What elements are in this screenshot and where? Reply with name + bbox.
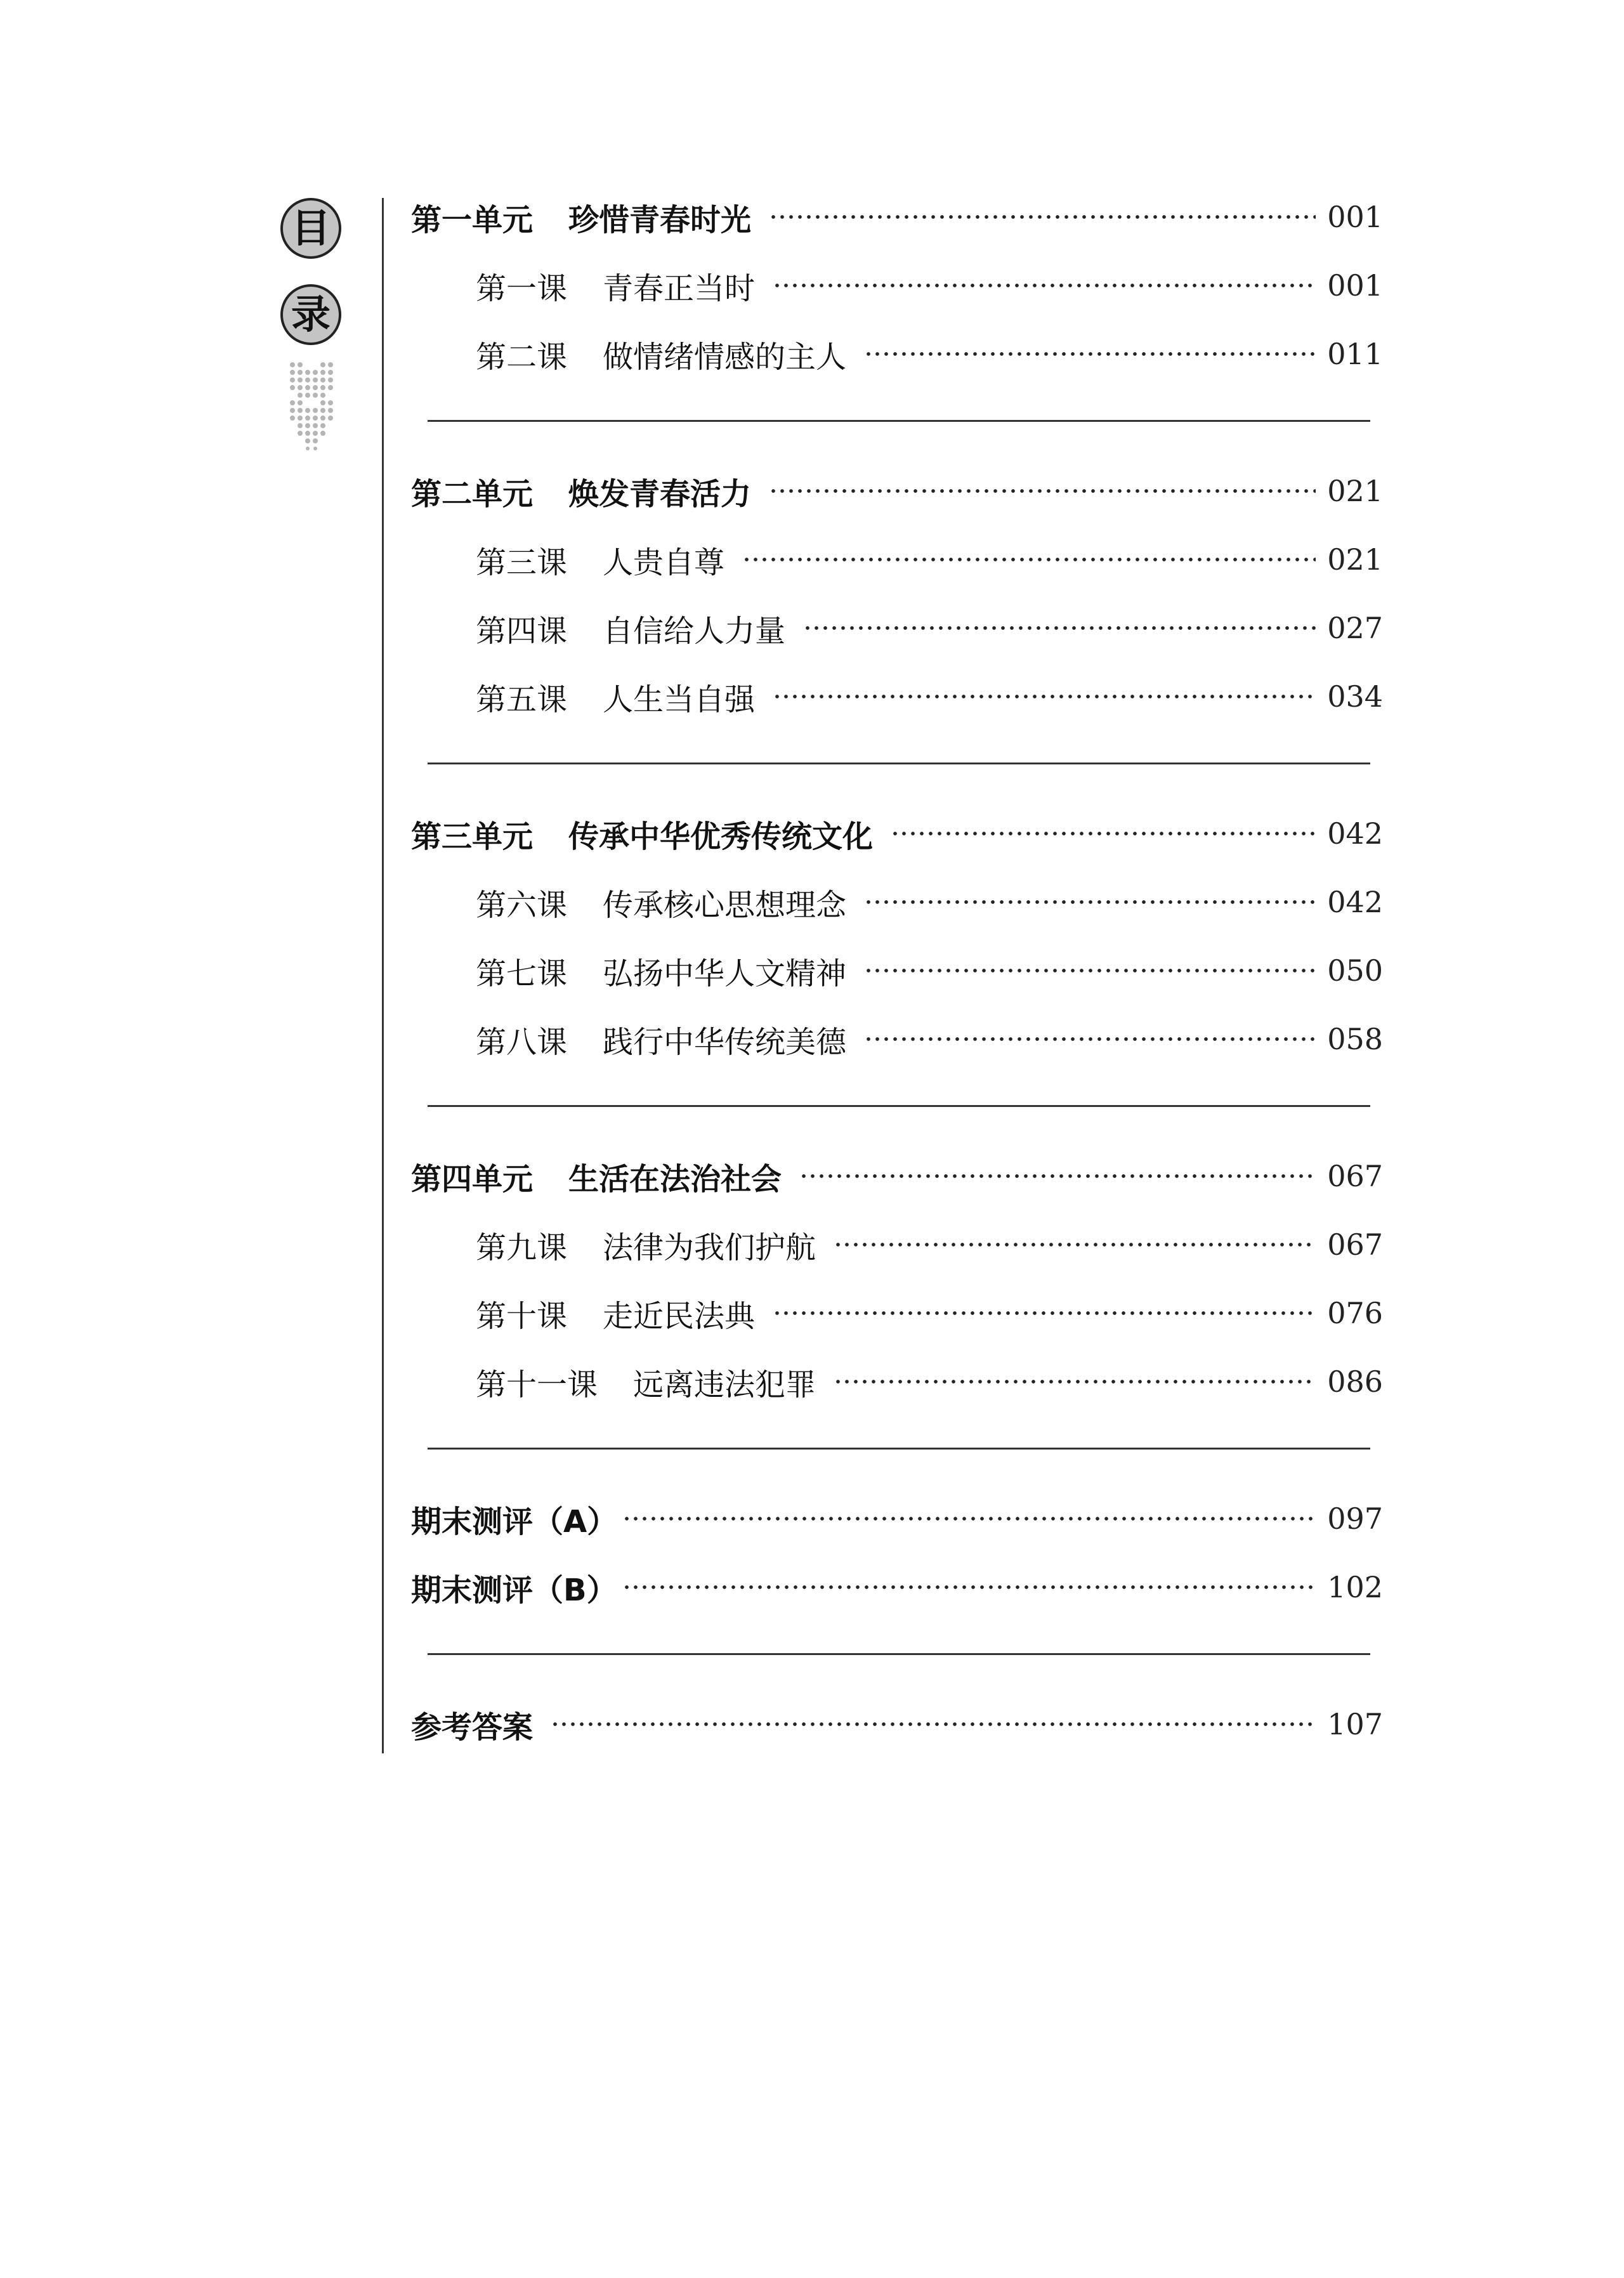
- toc-badge-lu-text: 录: [291, 291, 331, 337]
- toc-lesson-title: 第十课: [476, 1298, 568, 1334]
- toc-unit-name: 生活在法治社会: [568, 1161, 782, 1197]
- dot-leader: [864, 900, 1316, 905]
- toc-unit-title: 第一单元: [411, 202, 534, 238]
- toc-lesson-4[interactable]: [476, 603, 1383, 653]
- toc-page-number: 021: [1327, 542, 1383, 577]
- toc-unit-title: 第二单元: [411, 476, 534, 512]
- toc-page-number: 067: [1327, 1159, 1383, 1193]
- toc-lesson-name: 人生当自强: [603, 681, 756, 717]
- toc-lesson-title: 第三课: [476, 544, 568, 580]
- toc-unit-title: 第三单元: [411, 818, 534, 854]
- dot-leader: [864, 1037, 1316, 1042]
- section-divider: [428, 420, 1370, 422]
- toc-lesson-name: 传承核心思想理念: [603, 887, 847, 923]
- toc-lesson-name: 人贵自尊: [603, 544, 725, 580]
- dot-leader: [622, 1585, 1316, 1590]
- toc-lesson-name: 青春正当时: [603, 270, 756, 306]
- toc-unit-title: 第四单元: [411, 1161, 534, 1197]
- dot-leader: [773, 1311, 1316, 1316]
- toc-page-number: 042: [1327, 885, 1383, 919]
- toc-lesson-name: 践行中华传统美德: [603, 1024, 847, 1060]
- toc-badge-lu: [280, 284, 341, 345]
- dot-leader: [769, 488, 1316, 494]
- vertical-rule: [382, 198, 384, 1753]
- toc-unit-name: 焕发青春活力: [568, 476, 752, 512]
- toc-page-number: 027: [1327, 611, 1383, 645]
- toc-lesson-8[interactable]: [476, 1014, 1383, 1064]
- toc-page-number: 107: [1327, 1707, 1383, 1741]
- toc-lesson-title: 第四课: [476, 613, 568, 649]
- dot-leader: [622, 1516, 1316, 1521]
- dot-leader: [834, 1242, 1316, 1247]
- dot-leader: [773, 694, 1316, 699]
- toc-lesson-title: 第十一课: [476, 1366, 598, 1403]
- toc-page-number: 042: [1327, 816, 1383, 851]
- toc-lesson-10[interactable]: [476, 1288, 1383, 1339]
- toc-lesson-name: 法律为我们护航: [603, 1229, 816, 1266]
- toc-badge-mu-text: 目: [291, 205, 331, 251]
- toc-lesson-name: 自信给人力量: [603, 613, 786, 649]
- toc-answers-title: 参考答案: [411, 1709, 534, 1745]
- toc-lesson-11[interactable]: [476, 1356, 1383, 1407]
- toc-lesson-title: 第九课: [476, 1229, 568, 1266]
- toc-lesson-name: 做情绪情感的主人: [603, 339, 847, 375]
- dot-leader: [769, 214, 1316, 219]
- toc-lesson-title: 第二课: [476, 339, 568, 375]
- toc-page-number: 034: [1327, 679, 1383, 714]
- toc-page-number: 001: [1327, 200, 1383, 234]
- toc-unit-name: 传承中华优秀传统文化: [568, 818, 874, 854]
- toc-exam-b[interactable]: [411, 1562, 1383, 1613]
- toc-lesson-title: 第六课: [476, 887, 568, 923]
- decorative-dots-icon: [289, 362, 334, 450]
- toc-lesson-title: 第七课: [476, 955, 568, 992]
- toc-lesson-name: 远离违法犯罪: [633, 1366, 816, 1403]
- toc-lesson-3[interactable]: [476, 534, 1383, 585]
- toc-lesson-9[interactable]: [476, 1219, 1383, 1270]
- dot-leader: [551, 1722, 1316, 1727]
- section-divider: [428, 763, 1370, 764]
- toc-lesson-1[interactable]: [476, 260, 1383, 311]
- toc-page-number: 001: [1327, 268, 1383, 303]
- toc-lesson-7[interactable]: [476, 945, 1383, 996]
- toc-lesson-5[interactable]: [476, 671, 1383, 722]
- toc-exam-title: 期末测评（B）: [411, 1572, 617, 1608]
- toc-page-number: 086: [1327, 1365, 1383, 1399]
- toc-exam-title: 期末测评（A）: [411, 1503, 618, 1540]
- toc-page-number: 021: [1327, 474, 1383, 508]
- toc-page-number: 076: [1327, 1296, 1383, 1330]
- toc-lesson-name: 走近民法典: [603, 1298, 756, 1334]
- dot-leader: [834, 1379, 1316, 1384]
- dot-leader: [742, 557, 1316, 562]
- toc-lesson-title: 第一课: [476, 270, 568, 306]
- toc-lesson-2[interactable]: [476, 329, 1383, 379]
- toc-page-number: 102: [1327, 1570, 1383, 1604]
- toc-answers[interactable]: [411, 1699, 1383, 1750]
- section-divider: [428, 1653, 1370, 1655]
- toc-page-number: 058: [1327, 1022, 1383, 1056]
- toc-lesson-title: 第八课: [476, 1024, 568, 1060]
- toc-lesson-name: 弘扬中华人文精神: [603, 955, 847, 992]
- toc-page-number: 097: [1327, 1502, 1383, 1536]
- dot-leader: [864, 968, 1316, 973]
- dot-leader: [891, 831, 1316, 836]
- dot-leader: [773, 283, 1316, 288]
- toc-lesson-6[interactable]: [476, 877, 1383, 927]
- toc-page-number: 050: [1327, 953, 1383, 988]
- section-divider: [428, 1105, 1370, 1107]
- toc-page-number: 067: [1327, 1227, 1383, 1262]
- section-divider: [428, 1448, 1370, 1450]
- toc-page-number: 011: [1327, 337, 1383, 371]
- dot-leader: [803, 625, 1316, 631]
- toc-unit-4[interactable]: [411, 1151, 1383, 1201]
- toc-exam-a[interactable]: [411, 1493, 1383, 1544]
- toc-unit-name: 珍惜青春时光: [568, 202, 752, 238]
- toc-lesson-title: 第五课: [476, 681, 568, 717]
- dot-leader: [799, 1174, 1316, 1179]
- toc-unit-3[interactable]: [411, 808, 1383, 859]
- dot-leader: [864, 351, 1316, 357]
- toc-unit-2[interactable]: [411, 466, 1383, 516]
- toc-badge-mu: [280, 198, 341, 259]
- toc-unit-1[interactable]: [411, 192, 1383, 242]
